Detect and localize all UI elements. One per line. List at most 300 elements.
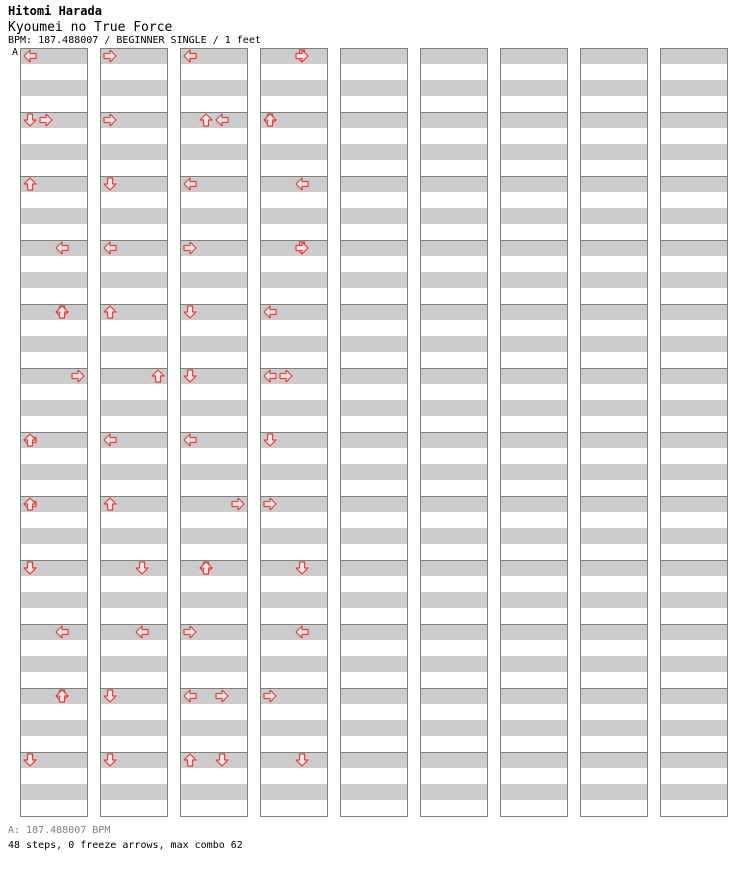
beat-stripe [660, 144, 728, 160]
beat-stripe [20, 608, 88, 624]
beat-stripe [580, 544, 648, 560]
beat-stripe [500, 112, 568, 128]
beat-stripe [420, 240, 488, 256]
beat-stripe [100, 288, 168, 304]
beat-stripe [500, 688, 568, 704]
beat-stripe [420, 752, 488, 768]
beat-stripe [660, 288, 728, 304]
beat-stripe [660, 240, 728, 256]
beat-stripe [180, 352, 248, 368]
beat-stripe [580, 288, 648, 304]
beat-stripe [500, 416, 568, 432]
beat-stripe [100, 736, 168, 752]
beat-stripe [660, 320, 728, 336]
beat-stripe [180, 448, 248, 464]
beat-stripe [660, 736, 728, 752]
beat-stripe [420, 688, 488, 704]
beat-stripe [340, 544, 408, 560]
beat-stripe [100, 464, 168, 480]
beat-stripe [340, 384, 408, 400]
beat-stripe [340, 208, 408, 224]
beat-stripe [420, 112, 488, 128]
beat-stripe [180, 544, 248, 560]
beat-stripe [340, 720, 408, 736]
beat-stripe [660, 768, 728, 784]
beat-stripe [420, 192, 488, 208]
beat-stripe [660, 272, 728, 288]
beat-stripe [260, 336, 328, 352]
beat-stripe [500, 592, 568, 608]
beat-stripe [340, 128, 408, 144]
beat-stripe [580, 592, 648, 608]
beat-stripe [500, 560, 568, 576]
beat-stripe [500, 800, 568, 816]
beat-stripe [180, 656, 248, 672]
beat-stripe [180, 800, 248, 816]
beat-stripe [500, 656, 568, 672]
beat-stripe [340, 752, 408, 768]
beat-stripe [180, 512, 248, 528]
beat-stripe [100, 640, 168, 656]
beat-stripe [340, 80, 408, 96]
beat-stripe [260, 288, 328, 304]
beat-stripe [180, 64, 248, 80]
beat-stripe [180, 672, 248, 688]
beat-stripe [180, 256, 248, 272]
beat-stripe [660, 560, 728, 576]
song-artist: Hitomi Harada [8, 4, 102, 18]
beat-stripe [580, 576, 648, 592]
beat-stripe [180, 384, 248, 400]
beat-stripe [580, 672, 648, 688]
beat-stripe [260, 224, 328, 240]
beat-stripe [580, 176, 648, 192]
beat-stripe [340, 112, 408, 128]
beat-stripe [500, 384, 568, 400]
beat-stripe [20, 384, 88, 400]
beat-stripe [340, 336, 408, 352]
beat-stripe [20, 464, 88, 480]
beat-stripe [420, 416, 488, 432]
beat-stripe [20, 768, 88, 784]
beat-stripe [340, 464, 408, 480]
beat-stripe [580, 320, 648, 336]
beat-stripe [340, 192, 408, 208]
beat-stripe [100, 128, 168, 144]
beat-stripe [20, 128, 88, 144]
beat-stripe [580, 208, 648, 224]
beat-stripe [180, 720, 248, 736]
beat-stripe [660, 128, 728, 144]
beat-stripe [20, 736, 88, 752]
beat-stripe [260, 96, 328, 112]
beat-stripe [20, 512, 88, 528]
beat-stripe [100, 528, 168, 544]
beat-stripe [580, 80, 648, 96]
beat-stripe [500, 192, 568, 208]
beat-stripe [20, 256, 88, 272]
beat-stripe [180, 608, 248, 624]
beat-stripe [500, 768, 568, 784]
beat-stripe [20, 272, 88, 288]
beat-stripe [420, 496, 488, 512]
beat-stripe [580, 272, 648, 288]
beat-stripe [420, 544, 488, 560]
beat-stripe [340, 496, 408, 512]
beat-stripe [20, 576, 88, 592]
beat-stripe [420, 784, 488, 800]
beat-stripe [580, 512, 648, 528]
beat-stripe [580, 464, 648, 480]
beat-stripe [100, 96, 168, 112]
beat-stripe [340, 176, 408, 192]
beat-stripe [20, 240, 88, 256]
beat-stripe [660, 80, 728, 96]
beat-stripe [660, 576, 728, 592]
beat-stripe [660, 672, 728, 688]
beat-stripe [580, 480, 648, 496]
chart-column [420, 48, 488, 817]
beat-stripe [500, 720, 568, 736]
beat-stripe [660, 192, 728, 208]
beat-stripe [20, 784, 88, 800]
beat-stripe [100, 144, 168, 160]
beat-stripe [500, 144, 568, 160]
beat-stripe [20, 624, 88, 640]
beat-stripe [660, 784, 728, 800]
beat-stripe [260, 752, 328, 768]
beat-stripe [180, 320, 248, 336]
beat-stripe [500, 736, 568, 752]
beat-stripe [180, 464, 248, 480]
beat-stripe [500, 496, 568, 512]
beat-stripe [20, 336, 88, 352]
beat-stripe [420, 128, 488, 144]
beat-stripe [100, 320, 168, 336]
beat-stripe [340, 288, 408, 304]
beat-stripe [260, 672, 328, 688]
beat-stripe [660, 384, 728, 400]
beat-stripe [260, 176, 328, 192]
bpm-marker-label: A [12, 47, 19, 58]
beat-stripe [260, 352, 328, 368]
beat-stripe [420, 320, 488, 336]
beat-stripe [420, 512, 488, 528]
beat-stripe [100, 784, 168, 800]
beat-stripe [100, 272, 168, 288]
beat-stripe [580, 352, 648, 368]
beat-stripe [500, 544, 568, 560]
beat-stripe [500, 288, 568, 304]
beat-stripe [580, 688, 648, 704]
beat-stripe [20, 672, 88, 688]
beat-stripe [100, 80, 168, 96]
beat-stripe [260, 640, 328, 656]
beat-stripe [20, 80, 88, 96]
beat-stripe [340, 480, 408, 496]
beat-stripe [660, 592, 728, 608]
beat-stripe [340, 608, 408, 624]
beat-stripe [580, 704, 648, 720]
beat-stripe [420, 288, 488, 304]
beat-stripe [420, 704, 488, 720]
beat-stripe [580, 64, 648, 80]
beat-stripe [180, 592, 248, 608]
beat-stripe [100, 720, 168, 736]
beat-stripe [340, 224, 408, 240]
beat-stripe [20, 592, 88, 608]
beat-stripe [20, 688, 88, 704]
beat-stripe [340, 528, 408, 544]
beat-stripe [20, 704, 88, 720]
beat-stripe [660, 704, 728, 720]
beat-stripe [20, 720, 88, 736]
beat-stripe [260, 160, 328, 176]
beat-stripe [420, 528, 488, 544]
beat-stripe [580, 400, 648, 416]
beat-stripe [500, 240, 568, 256]
beat-stripe [580, 640, 648, 656]
beat-stripe [580, 432, 648, 448]
beat-stripe [100, 448, 168, 464]
beat-stripe [420, 624, 488, 640]
beat-stripe [100, 608, 168, 624]
beat-stripe [100, 480, 168, 496]
beat-stripe [500, 432, 568, 448]
beat-stripe [660, 640, 728, 656]
beat-stripe [580, 336, 648, 352]
beat-stripe [660, 176, 728, 192]
song-title: Kyoumei no True Force [8, 20, 173, 35]
beat-stripe [20, 448, 88, 464]
beat-stripe [20, 640, 88, 656]
beat-stripe [260, 416, 328, 432]
beat-stripe [660, 368, 728, 384]
beat-stripe [180, 272, 248, 288]
beat-stripe [580, 736, 648, 752]
beat-stripe [660, 304, 728, 320]
beat-stripe [340, 320, 408, 336]
beat-stripe [500, 624, 568, 640]
beat-stripe [260, 272, 328, 288]
beat-stripe [500, 272, 568, 288]
beat-stripe [500, 784, 568, 800]
beat-stripe [100, 160, 168, 176]
beat-stripe [420, 480, 488, 496]
beat-stripe [340, 368, 408, 384]
beat-stripe [340, 304, 408, 320]
beat-stripe [20, 288, 88, 304]
beat-stripe [500, 336, 568, 352]
beat-stripe [660, 256, 728, 272]
beat-stripe [180, 160, 248, 176]
beat-stripe [500, 528, 568, 544]
beat-stripe [260, 464, 328, 480]
beat-stripe [660, 224, 728, 240]
beat-stripe [580, 128, 648, 144]
beat-stripe [340, 240, 408, 256]
beat-stripe [420, 768, 488, 784]
beat-stripe [340, 592, 408, 608]
beat-stripe [260, 48, 328, 64]
beat-stripe [180, 768, 248, 784]
beat-stripe [500, 448, 568, 464]
beat-stripe [260, 256, 328, 272]
beat-stripe [500, 608, 568, 624]
beat-stripe [660, 400, 728, 416]
beat-stripe [180, 416, 248, 432]
beat-stripe [260, 320, 328, 336]
beat-stripe [420, 80, 488, 96]
beat-stripe [340, 432, 408, 448]
beat-stripe [340, 704, 408, 720]
beat-stripe [260, 512, 328, 528]
beat-stripe [420, 656, 488, 672]
beat-stripe [180, 208, 248, 224]
beat-stripe [260, 608, 328, 624]
beat-stripe [500, 704, 568, 720]
beat-stripe [20, 192, 88, 208]
beat-stripe [580, 528, 648, 544]
beat-stripe [580, 496, 648, 512]
beat-stripe [580, 800, 648, 816]
beat-stripe [580, 192, 648, 208]
beat-stripe [500, 64, 568, 80]
beat-stripe [340, 656, 408, 672]
beat-stripe [20, 208, 88, 224]
beat-stripe [420, 304, 488, 320]
beat-stripe [180, 576, 248, 592]
beat-stripe [500, 464, 568, 480]
beat-stripe [500, 576, 568, 592]
beat-stripe [260, 592, 328, 608]
beat-stripe [500, 320, 568, 336]
beat-stripe [180, 480, 248, 496]
beat-stripe [420, 144, 488, 160]
beat-stripe [100, 592, 168, 608]
beat-stripe [660, 688, 728, 704]
beat-stripe [340, 144, 408, 160]
beat-stripe [500, 368, 568, 384]
beat-stripe [420, 560, 488, 576]
beat-stripe [500, 208, 568, 224]
beat-stripe [660, 64, 728, 80]
beat-stripe [340, 624, 408, 640]
beat-stripe [420, 432, 488, 448]
beat-stripe [340, 640, 408, 656]
beat-stripe [180, 80, 248, 96]
beat-stripe [340, 688, 408, 704]
bpm-legend: A: 187.488007 BPM [8, 825, 111, 836]
beat-stripe [180, 288, 248, 304]
chart-column [340, 48, 408, 817]
beat-stripe [660, 464, 728, 480]
beat-stripe [260, 528, 328, 544]
beat-stripe [100, 672, 168, 688]
beat-stripe [20, 96, 88, 112]
beat-stripe [100, 64, 168, 80]
beat-stripe [420, 608, 488, 624]
beat-stripe [340, 800, 408, 816]
beat-stripe [340, 512, 408, 528]
beat-stripe [100, 544, 168, 560]
beat-stripe [340, 672, 408, 688]
beat-stripe [340, 448, 408, 464]
chart-column [20, 48, 88, 817]
beat-stripe [420, 800, 488, 816]
beat-stripe [420, 336, 488, 352]
beat-stripe [260, 720, 328, 736]
beat-stripe [420, 576, 488, 592]
chart-stats: 48 steps, 0 freeze arrows, max combo 62 [8, 840, 243, 851]
beat-stripe [180, 144, 248, 160]
beat-stripe [180, 704, 248, 720]
chart-column [580, 48, 648, 817]
beat-stripe [340, 256, 408, 272]
beat-stripe [420, 736, 488, 752]
beat-stripe [100, 576, 168, 592]
beat-stripe [500, 256, 568, 272]
beat-stripe [340, 48, 408, 64]
beat-stripe [260, 64, 328, 80]
beat-stripe [660, 720, 728, 736]
beat-stripe [420, 256, 488, 272]
beat-stripe [660, 496, 728, 512]
beat-stripe [660, 96, 728, 112]
beat-stripe [500, 640, 568, 656]
beat-stripe [660, 160, 728, 176]
beat-stripe [580, 720, 648, 736]
beat-stripe [20, 304, 88, 320]
beat-stripe [500, 512, 568, 528]
beat-stripe [660, 608, 728, 624]
beat-stripe [260, 480, 328, 496]
beat-stripe [580, 112, 648, 128]
beat-stripe [260, 144, 328, 160]
beat-stripe [420, 448, 488, 464]
beat-stripe [20, 656, 88, 672]
beat-stripe [20, 144, 88, 160]
beat-stripe [500, 80, 568, 96]
beat-stripe [420, 368, 488, 384]
beat-stripe [20, 320, 88, 336]
beat-stripe [340, 160, 408, 176]
beat-stripe [580, 256, 648, 272]
beat-stripe [580, 384, 648, 400]
beat-stripe [340, 784, 408, 800]
beat-stripe [260, 544, 328, 560]
beat-stripe [580, 48, 648, 64]
beat-stripe [340, 64, 408, 80]
beat-stripe [580, 752, 648, 768]
beat-stripe [20, 416, 88, 432]
beat-stripe [100, 656, 168, 672]
beat-stripe [580, 448, 648, 464]
beat-stripe [580, 160, 648, 176]
beat-stripe [20, 400, 88, 416]
beat-stripe [100, 512, 168, 528]
beat-stripe [100, 400, 168, 416]
beat-stripe [660, 208, 728, 224]
beat-stripe [340, 576, 408, 592]
beat-stripe [340, 96, 408, 112]
beat-stripe [260, 128, 328, 144]
beat-stripe [420, 48, 488, 64]
chart-column [660, 48, 728, 817]
beat-stripe [660, 800, 728, 816]
beat-stripe [100, 416, 168, 432]
beat-stripe [20, 352, 88, 368]
